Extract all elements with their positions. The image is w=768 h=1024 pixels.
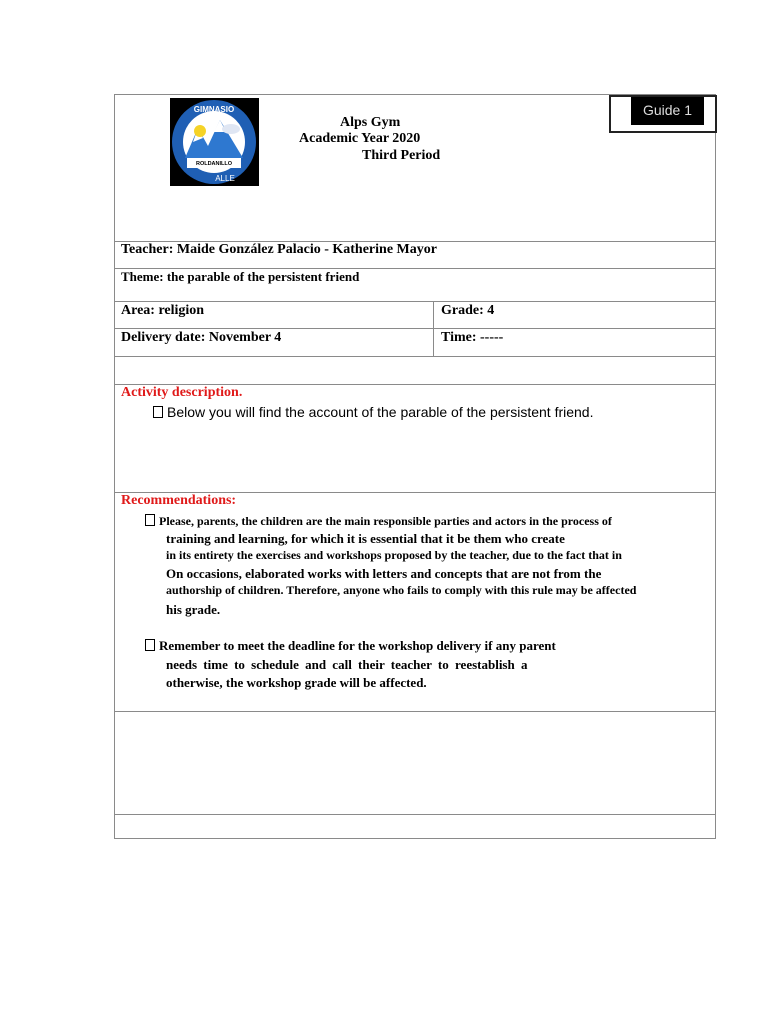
school-logo xyxy=(170,98,259,186)
recommendations-section xyxy=(115,493,715,712)
rec-p1-line xyxy=(145,514,612,529)
empty-row xyxy=(115,357,715,385)
teacher-text: Teacher: Maide González Palacio - Katherine Mayor xyxy=(121,242,437,257)
logo-bottom-text: ALLE xyxy=(215,174,235,183)
logo-band-text: ROLDANILLO xyxy=(195,161,233,167)
area-text: Area: religion xyxy=(121,303,205,318)
delivery-text: Delivery date: November 4 xyxy=(121,330,282,345)
guide-label: Guide 1 xyxy=(642,102,693,118)
guide-badge xyxy=(609,95,717,133)
school-name: Alps Gym xyxy=(340,115,401,130)
rec-p2-line: otherwise, the workshop grade will be affected. xyxy=(166,675,427,690)
logo-top-text: GIMNASIO xyxy=(193,105,235,114)
period: Third Period xyxy=(362,148,441,163)
academic-year: Academic Year 2020 xyxy=(299,131,421,146)
grade-text: Grade: 4 xyxy=(441,303,495,318)
rec-p2-line-text: Remember to meet the deadline for the workshop delivery if any parent xyxy=(159,638,556,653)
blank-section xyxy=(115,712,715,815)
rec-p1-line: authorship of children. Therefore, anyone who fails to comply with this rule may be affected xyxy=(166,583,637,597)
activity-line xyxy=(153,404,593,420)
delivery-time-row xyxy=(115,329,715,357)
rec-p1-line: On occasions, elaborated works with letters and concepts that are not from the xyxy=(166,566,602,581)
rec-p1-line-text: Please, parents, the children are the main responsible parties and actors in the process of xyxy=(159,514,612,528)
rec-p1-line: his grade. xyxy=(166,602,221,617)
checkbox-bullet-icon xyxy=(153,406,163,418)
time-text: Time: ----- xyxy=(441,330,504,345)
area-grade-row xyxy=(115,302,715,329)
theme-row xyxy=(115,269,715,302)
rec-p1-line: training and learning, for which it is essential that it be them who create xyxy=(166,531,565,546)
checkbox-bullet-icon xyxy=(145,639,155,651)
checkbox-bullet-icon xyxy=(145,514,155,526)
activity-line-text: Below you will find the account of the parable of the persistent friend. xyxy=(167,404,594,420)
rec-p2-line xyxy=(145,638,556,654)
teacher-row xyxy=(115,241,715,269)
column-divider xyxy=(433,302,434,357)
activity-section xyxy=(115,385,715,493)
header-row xyxy=(115,95,715,242)
rec-p2-line: needs time to schedule and call their teacher to reestablish a xyxy=(166,657,528,672)
activity-title: Activity description. xyxy=(121,385,243,400)
guide-sheet xyxy=(114,94,716,839)
rec-p1-line: in its entirety the exercises and workshops proposed by the teacher, due to the fact that in xyxy=(166,548,622,562)
recommendations-title: Recommendations: xyxy=(121,493,237,508)
theme-text: Theme: the parable of the persistent friend xyxy=(121,269,360,284)
guide-label-bg xyxy=(631,97,704,125)
